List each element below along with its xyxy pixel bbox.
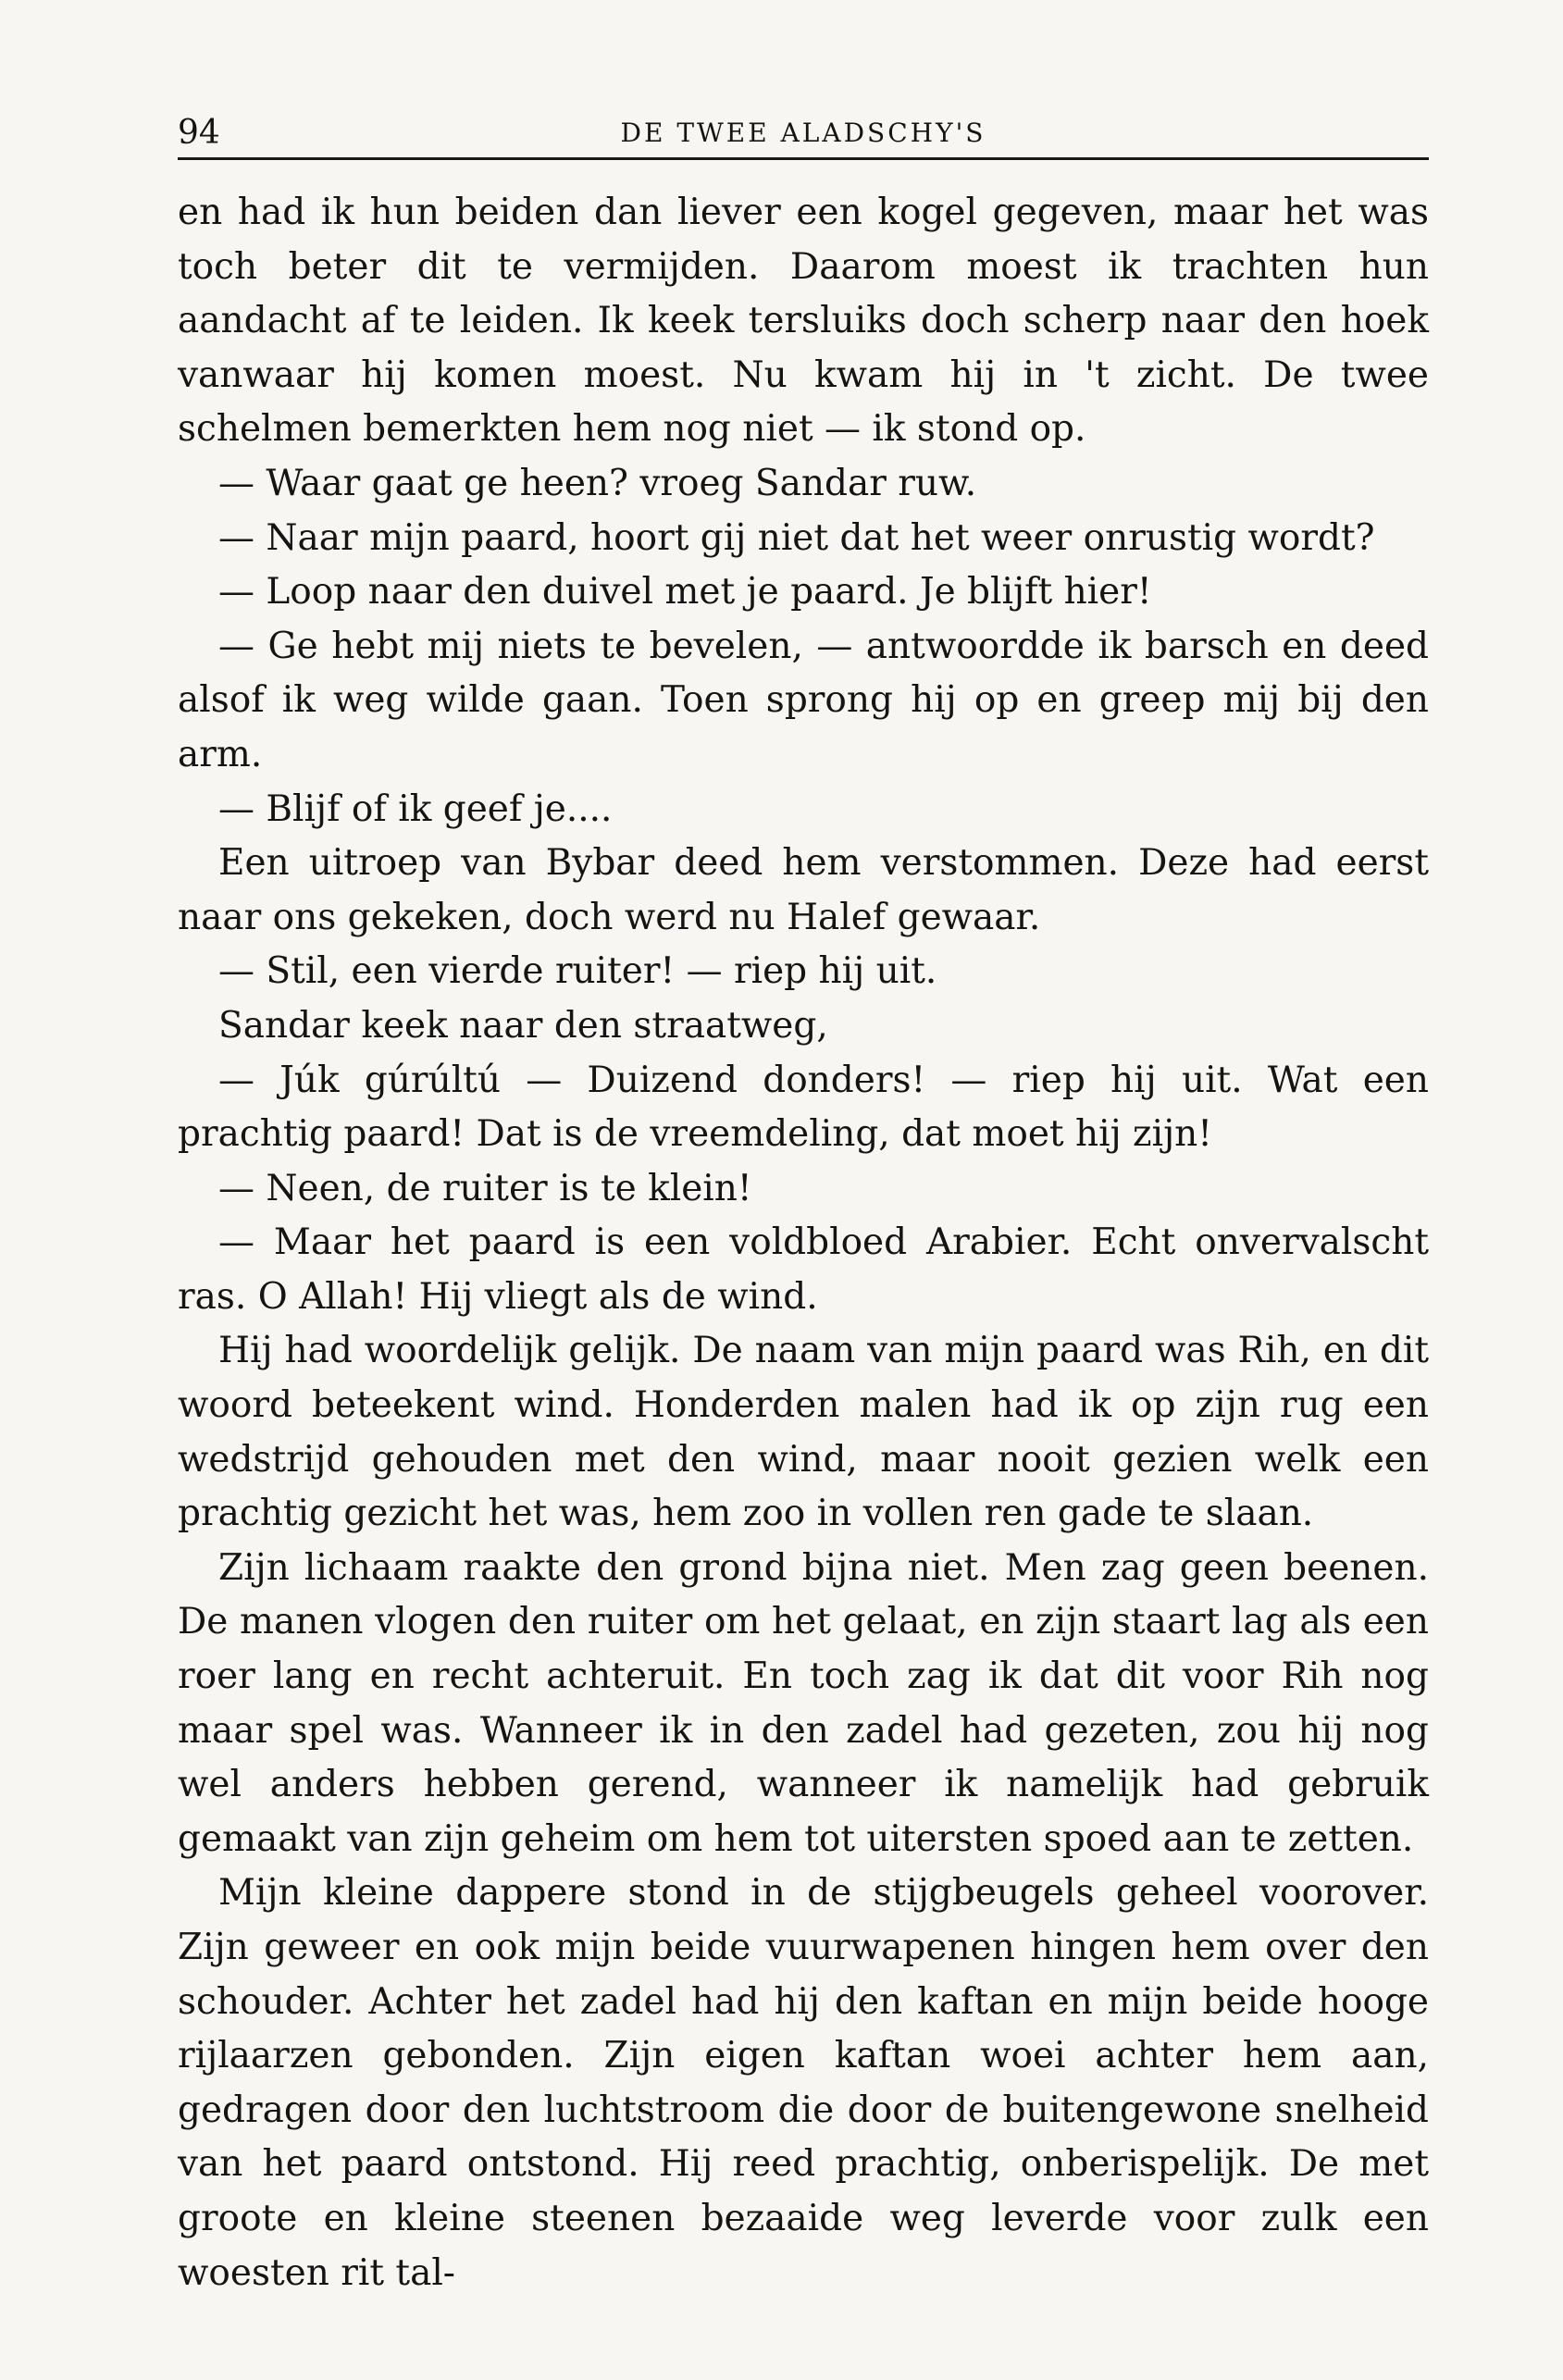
paragraph: — Ge hebt mij niets te bevelen, — antwoordde ik barsch en deed alsof ik weg wilde gaan. Toen sprong hij op en greep mij bij den arm. (178, 625, 1429, 775)
paragraph: — Loop naar den duivel met je paard. Je blijft hier! (218, 571, 1152, 614)
body-text (178, 186, 1429, 2300)
paragraph: Een uitroep van Bybar deed hem verstommen. Deze had eerst naar ons gekeken, doch werd nu Halef gewaar. (178, 842, 1429, 938)
paragraph: Mijn kleine dappere stond in de stijgbeugels geheel voorover. Zijn geweer en ook mijn beide vuurwapenen hingen hem over den schouder. Achter het zadel had hij den kaftan en mijn beide hooge rijlaarzen gebonden. Zijn eigen kaftan woei achter hem aan, gedragen door den luchtstroom die door de buitengewone snelheid van het paard ontstond. Hij reed prachtig, onberispelijk. De met groote en kleine steenen bezaaide weg leverde voor zulk een woesten rit tal- (178, 1872, 1429, 2294)
paragraph: Sandar keek naar den straatweg, (218, 1004, 828, 1047)
book-page (178, 109, 1429, 2300)
page-number: 94 (178, 114, 220, 152)
paragraph: — Neen, de ruiter is te klein! (218, 1167, 752, 1209)
running-title: DE TWEE ALADSCHY'S (620, 118, 986, 148)
paragraph: — Júk gúrúltú — Duizend donders! — riep hij uit. Wat een prachtig paard! Dat is de vreemdeling, dat moet hij zijn! (178, 1059, 1429, 1156)
page-header (178, 109, 1429, 160)
paragraph: Zijn lichaam raakte den grond bijna niet. Men zag geen beenen. De manen vlogen den ruiter om het gelaat, en zijn staart lag als een roer lang en recht achteruit. En toch zag ik dat dit voor Rih nog maar spel was. Wanneer ik in den zadel had gezeten, zou hij nog wel anders hebben gerend, wanneer ik namelijk had gebruik gemaakt van zijn geheim om hem tot uitersten spoed aan te zetten. (178, 1546, 1429, 1860)
paragraph: — Stil, een vierde ruiter! — riep hij uit. (218, 950, 937, 993)
paragraph: — Blijf of ik geef je.... (218, 787, 613, 830)
paragraph: en had ik hun beiden dan liever een kogel gegeven, maar het was toch beter dit te vermijden. Daarom moest ik trachten hun aandacht af te leiden. Ik keek tersluiks doch scherp naar den hoek vanwaar hij komen moest. Nu kwam hij in 't zicht. De twee schelmen bemerkten hem nog niet — ik stond op. (178, 192, 1429, 451)
paragraph: — Maar het paard is een voldbloed Arabier. Echt onvervalscht ras. O Allah! Hij vliegt als de wind. (178, 1221, 1429, 1318)
paragraph: — Waar gaat ge heen? vroeg Sandar ruw. (218, 462, 977, 504)
paragraph: — Naar mijn paard, hoort gij niet dat het weer onrustig wordt? (218, 516, 1375, 559)
paragraph: Hij had woordelijk gelijk. De naam van mijn paard was Rih, en dit woord beteekent wind. Honderden malen had ik op zijn rug een wedstrijd gehouden met den wind, maar nooit gezien welk een prachtig gezicht het was, hem zoo in vollen ren gade te slaan. (178, 1330, 1429, 1535)
